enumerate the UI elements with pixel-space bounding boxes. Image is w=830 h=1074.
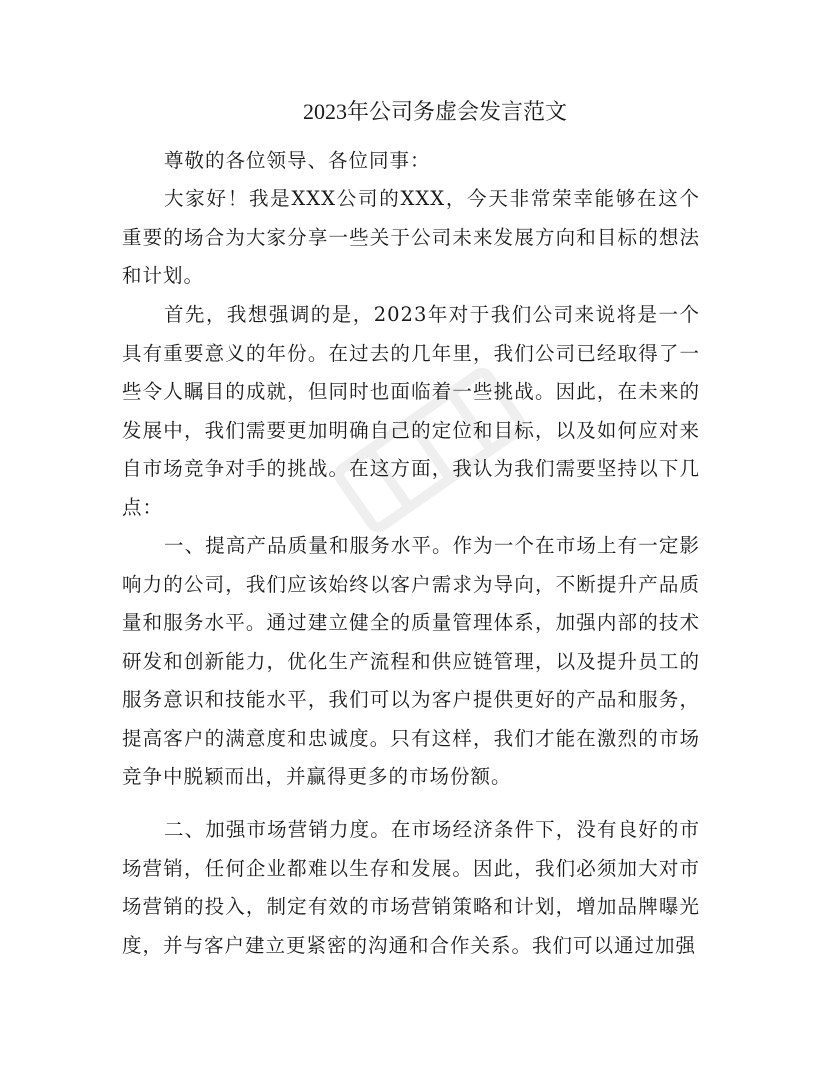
- paragraph-salutation: 尊敬的各位领导、各位同事：: [164, 149, 431, 172]
- paragraph-intro: 首先，我想强调的是，2023年对于我们公司来说将是一个具有重要意义的年份。在过去的几年里，我们公司已经取得了一些令人瞩目的成就，但同时也面临着一些挑战。因此，在未来的发展中，我们需要更加明确自己的定位和目标，以及如何应对来自市场竞争对手的挑战。在这方面，我认为我们需要坚持以下几点：: [122, 303, 700, 519]
- paragraph-point-two: 二、加强市场营销力度。在市场经济条件下，没有良好的市场营销，任何企业都难以生存和发展。因此，我们必须加大对市场营销的投入，制定有效的市场营销策略和计划，增加品牌曝光度，并与客户建立更紧密的沟通和合作关系。我们可以通过加强: [122, 818, 700, 957]
- paragraph-point-one: 一、提高产品质量和服务水平。作为一个在市场上有一定影响力的公司，我们应该始终以客户需求为导向，不断提升产品质量和服务水平。通过建立健全的质量管理体系，加强内部的技术研发和创新能力，优化生产流程和供应链管理，以及提升员工的服务意识和技能水平，我们可以为客户提供更好的产品和服务，提高客户的满意度和忠诚度。只有这样，我们才能在激烈的市场竞争中脱颖而出，并赢得更多的市场份额。: [122, 534, 700, 788]
- document-title: 2023年公司务虚会发言范文: [302, 99, 567, 124]
- paragraph-greeting: 大家好！我是XXX公司的XXX，今天非常荣幸能够在这个重要的场合为大家分享一些关于公司未来发展方向和目标的想法和计划。: [122, 187, 700, 287]
